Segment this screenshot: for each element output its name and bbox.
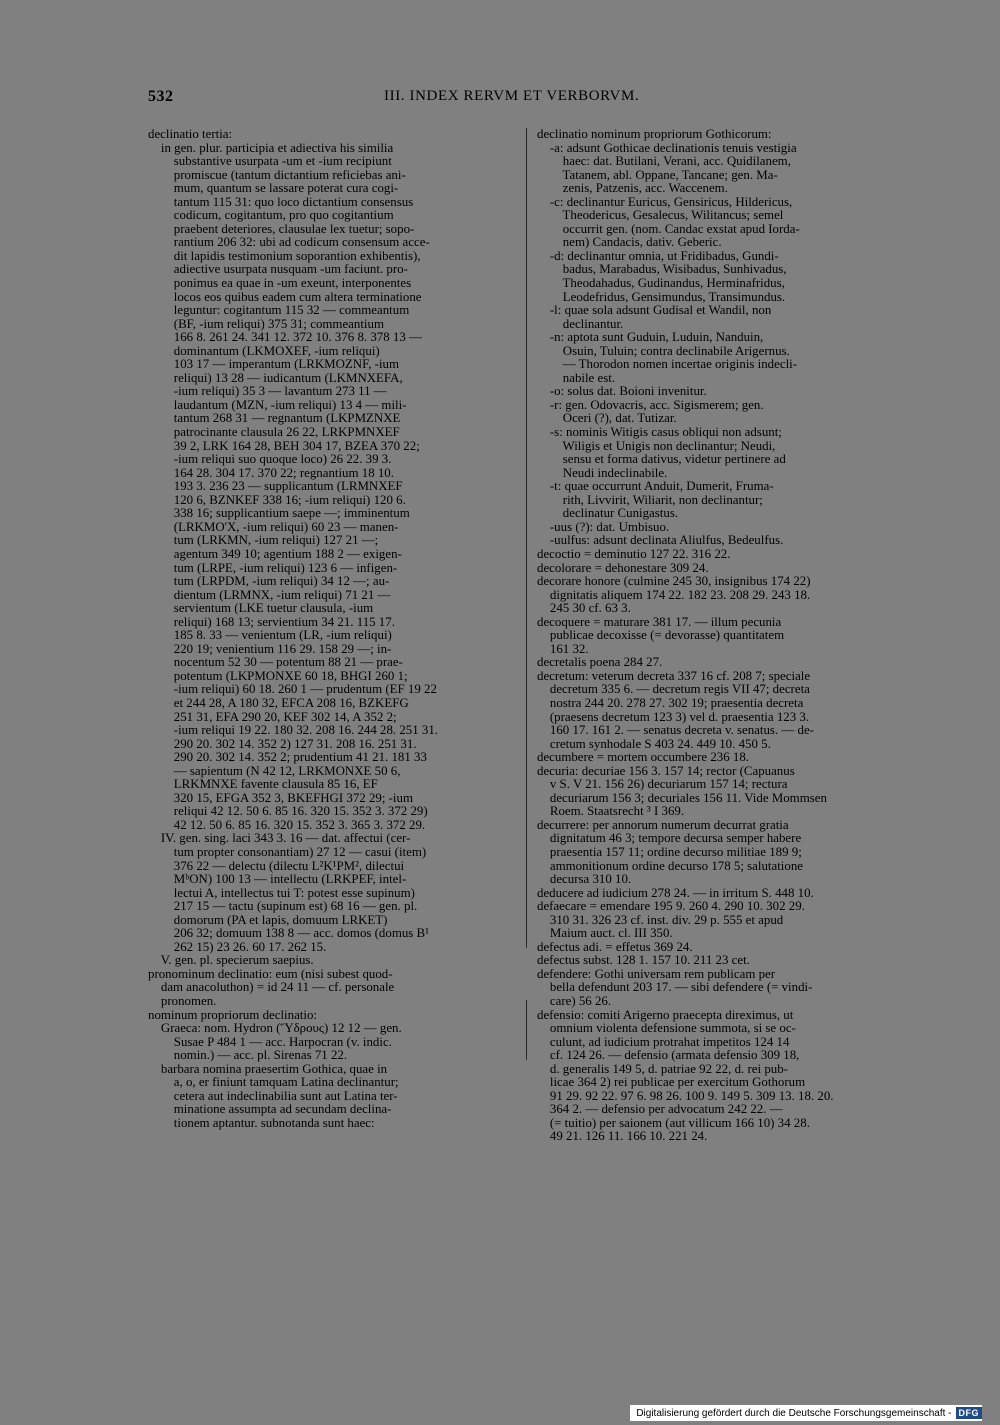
dfg-logo: DFG: [956, 1407, 983, 1419]
index-line: culunt, ad iudicium protrahat impetitos 124 14: [537, 1034, 790, 1049]
footer: [630, 1405, 982, 1421]
index-line: pronomen.: [148, 994, 217, 1008]
index-line: defensio: comiti Arigerno praecepta direximus, ut: [537, 1007, 794, 1022]
index-line: licae 364 2) rei publicae per exercitum Gothorum: [537, 1075, 806, 1090]
index-line: decretum: veterum decreta 337 16 cf. 208 7; speciale: [537, 668, 811, 683]
index-line: Tatanem, abl. Oppane, Tancane; gen. Ma-: [537, 167, 778, 182]
index-line: tum (LRPDM, -ium reliqui) 34 12 —; au-: [148, 574, 390, 589]
index-line: 160 17. 161 2. — senatus decreta v. senatus. — de-: [537, 723, 814, 738]
index-line: 120 6, BZNKEF 338 16; -ium reliqui) 120 6.: [148, 492, 406, 507]
index-line: 42 12. 50 6. 85 16. 320 15. 352 3. 365 3. 372 29.: [148, 817, 426, 832]
index-line: servientum (LKE tuetur clausula, -ium: [148, 601, 374, 616]
index-line: Leodefridus, Gensimundus, Transimundus.: [537, 289, 786, 304]
index-line: defectus adi. = effetus 369 24.: [537, 939, 693, 954]
index-line: — Thorodon nomen incertae originis indecli-: [537, 357, 798, 372]
index-line: laudantum (MZN, -ium reliqui) 13 4 — mili-: [148, 397, 407, 412]
index-line: decoquere = maturare 381 17. — illum pecunia: [537, 614, 782, 629]
index-line: deducere ad iudicium 278 24. — in irritum S. 448 10.: [537, 885, 814, 900]
index-line: tionem aptantur. subnotanda sunt haec:: [148, 1115, 375, 1130]
index-line: declinatur Cunigastus.: [537, 506, 679, 521]
index-line: cretum synhodale S 403 24. 449 10. 450 5.: [537, 736, 771, 751]
index-line: nomin.) — acc. pl. Sirenas 71 22.: [148, 1048, 348, 1063]
index-line: defendere: Gothi universam rem publicam per: [537, 966, 776, 981]
index-line: decuria: decuriae 156 3. 157 14; rector (Capuanus: [537, 763, 795, 778]
index-line: 39 2, LRK 164 28, BEH 304 17, BZEA 370 22;: [148, 438, 420, 453]
index-line: domorum (PA et lapis, domuum LRKET): [148, 912, 388, 927]
index-line: (= tuitio) per saionem (aut villicum 166 10) 34 28.: [537, 1115, 810, 1130]
index-line: barbara nomina praesertim Gothica, quae in: [148, 1061, 388, 1076]
column-divider-lower: [526, 1000, 527, 1060]
index-line: decretalis poena 284 27.: [537, 655, 663, 670]
index-line: potentum (LKPMONXE 60 18, BHGI 260 1;: [148, 668, 408, 683]
index-line: tantum 268 31 — regnantum (LKPMZNXE: [148, 411, 401, 426]
index-line: decoctio = deminutio 127 22. 316 22.: [537, 546, 731, 561]
right-column: [537, 128, 905, 1144]
index-line: tum propter consonantiam) 27 12 — casui (item): [148, 844, 427, 859]
index-line: dit lapidis testimonium soporantion exhibentis),: [148, 248, 421, 263]
page-header: [148, 88, 858, 110]
index-line: reliqui) 13 28 — iudicantum (LKMNXEFA,: [148, 370, 403, 385]
index-line: 185 8. 33 — venientum (LR, -ium reliqui): [148, 628, 392, 643]
index-line: lectui A, intellectus tui T: potest esse supinum): [148, 885, 415, 900]
index-line: dignitatis aliquem 174 22. 182 23. 208 29. 243 18.: [537, 587, 811, 602]
index-line: leguntur: cogitantum 115 32 — commeantum: [148, 303, 410, 318]
index-line: cetera aut indeclinabilia sunt aut Latina ter-: [148, 1088, 398, 1103]
index-line: promiscue (tantum dictantium reficiebas ani-: [148, 167, 406, 182]
index-line: rantium 206 32: ubi ad codicum consensum acce-: [148, 235, 430, 250]
index-line: -uus (?): dat. Umbisuo.: [537, 519, 670, 534]
index-line: zenis, Patzenis, acc. Waccenem.: [537, 181, 728, 196]
index-line: decurrere: per annorum numerum decurrat gratia: [537, 817, 789, 832]
index-line: 262 15) 23 26. 60 17. 262 15.: [148, 939, 327, 954]
index-line: v S. V 21. 156 26) decuriarum 157 14; rectura: [537, 777, 788, 792]
index-line: 251 31, EFA 290 20, KEF 302 14, A 352 2;: [148, 709, 397, 724]
index-line: nabile est.: [537, 370, 616, 385]
index-line: 103 17 — imperantum (LRKMOZNF, -ium: [148, 357, 400, 372]
index-line: care) 56 26.: [537, 994, 612, 1008]
index-line: tum (LRKMN, -ium reliqui) 127 21 —;: [148, 533, 379, 548]
index-line: Graeca: nom. Hydron (Ὕδρους) 12 12 — gen.: [148, 1021, 402, 1036]
index-line: -a: adsunt Gothicae declinationis tenuis vestigia: [537, 140, 797, 155]
index-line: -n: aptota sunt Guduin, Luduin, Nanduin,: [537, 330, 764, 345]
running-head: III. INDEX RERVM ET VERBORVM.: [384, 88, 640, 104]
index-line: 310 31. 326 23 cf. inst. div. 29 p. 555 et apud: [537, 912, 784, 927]
index-line: 91 29. 92 22. 97 6. 98 26. 100 9. 149 5. 309 13. 18. 20.: [537, 1088, 834, 1103]
index-line: 217 15 — tactu (supinum est) 68 16 — gen. pl.: [148, 899, 418, 914]
index-line: praesentia 157 11; ordine decurso militiae 189 9;: [537, 844, 802, 859]
index-line: 161 32.: [537, 641, 589, 656]
index-line: Wiligis et Unigis non declinantur; Neudi,: [537, 438, 776, 453]
index-line: (praesens decretum 123 3) vel d. praesentia 123 3.: [537, 709, 810, 724]
index-line: Roem. Staatsrecht ³ I 369.: [537, 804, 685, 819]
index-line: d. generalis 149 5, d. patriae 92 22, d. rei pub-: [537, 1061, 788, 1076]
index-line: decretum 335 6. — decretum regis VII 47; decreta: [537, 682, 810, 697]
index-line: Theodahadus, Gudinandus, Herminafridus,: [537, 276, 785, 291]
index-line: LRKMNXE favente clausula 85 16, EF: [148, 777, 378, 792]
index-line: et 244 28, A 180 32, EFCA 208 16, BZKEFG: [148, 695, 409, 710]
index-line: 338 16; supplicantium saepe —; imminentum: [148, 506, 410, 521]
index-line: 320 15, EFGA 352 3, BKEFHGI 372 29; -ium: [148, 790, 413, 805]
index-line: patrocinante clausula 26 22, LRKPMNXEF: [148, 425, 400, 440]
index-line: -l: quae sola adsunt Gudisal et Wandil, non: [537, 303, 772, 318]
index-line: tantum 115 31: quo loco dictantium consensus: [148, 194, 414, 209]
index-line: haec: dat. Butilani, Verani, acc. Quidilanem,: [537, 154, 791, 169]
index-line: (LRKMO'X, -ium reliqui) 60 23 — manen-: [148, 519, 399, 534]
index-line: decuriarum 156 3; decuriales 156 11. Vide Mommsen: [537, 790, 827, 805]
left-column: [148, 128, 518, 1130]
index-line: codicum, cogitantum, pro quo cogitantium: [148, 208, 394, 223]
index-line: defaecare = emendare 195 9. 260 4. 290 10. 302 29.: [537, 899, 805, 914]
index-line: praebent deteriores, clausulae lex tuetur; sopo-: [148, 221, 415, 236]
index-line: ponimus ea quae in -um exeunt, interponentes: [148, 276, 412, 291]
index-line: -o: solus dat. Boioni invenitur.: [537, 384, 707, 399]
index-line: — sapientum (N 42 12, LRKMONXE 50 6,: [148, 763, 401, 778]
index-line: 245 30 cf. 63 3.: [537, 601, 631, 616]
index-line: Maium auct. cl. III 350.: [537, 926, 673, 941]
index-line: -ium reliqui 19 22. 180 32. 208 16. 244 28. 251 31.: [148, 723, 439, 738]
index-line: bella defendunt 203 17. — sibi defendere (= vindi-: [537, 980, 813, 995]
index-line: nostra 244 20. 278 27. 302 19; praesentia decreta: [537, 695, 804, 710]
index-line: Oceri (?), dat. Tutizar.: [537, 411, 677, 426]
index-line: locos eos quibus eadem cum altera terminatione: [148, 289, 422, 304]
index-line: -c: declinantur Euricus, Gensiricus, Hildericus,: [537, 194, 793, 209]
index-line: -ium reliqui) 35 3 — lavantum 273 11 —: [148, 384, 387, 399]
index-line: omnium violenta defensione summota, si se oc-: [537, 1021, 796, 1036]
index-line: mum, quantum se lassare poterat cura cogi-: [148, 181, 399, 196]
index-line: cf. 124 26. — defensio (armata defensio 309 18,: [537, 1048, 800, 1063]
index-line: occurrit gen. (nom. Candac exstat apud Iorda-: [537, 221, 800, 236]
column-divider: [526, 128, 527, 948]
index-line: 193 3. 236 23 — supplicantum (LRMNXEF: [148, 479, 403, 494]
index-line: decorare honore (culmine 245 30, insignibus 174 22): [537, 574, 811, 589]
index-line: dominantum (LKMOXEF, -ium reliqui): [148, 343, 380, 358]
page-number: 532: [148, 88, 174, 105]
index-line: dignitatum 46 3; tempore decursa semper habere: [537, 831, 802, 846]
index-line: 166 8. 261 24. 341 12. 372 10. 376 8. 378 13 —: [148, 330, 422, 345]
index-line: reliqui 42 12. 50 6. 85 16. 320 15. 352 3. 372 29): [148, 804, 428, 819]
index-line: publicae decoxisse (= devorasse) quantitatem: [537, 628, 785, 643]
index-line: dientum (LRMNX, -ium reliqui) 71 21 —: [148, 587, 391, 602]
index-line: adiective usurpata nusquam -um faciunt. pro-: [148, 262, 408, 277]
index-line: 290 20. 302 14. 352 2; prudentium 41 21. 181 33: [148, 750, 427, 765]
index-line: substantive usurpata -um et -ium recipiunt: [148, 154, 392, 169]
index-line: declinatio nominum propriorum Gothicorum:: [537, 127, 772, 141]
index-line: MᵇON) 100 13 — intellectu (LRKPEF, intel-: [148, 872, 407, 887]
index-line: -s: nominis Witigis casus obliqui non adsunt;: [537, 425, 782, 440]
index-line: 206 32; domuum 138 8 — acc. domos (domus B¹: [148, 926, 430, 941]
index-line: (BF, -ium reliqui) 375 31; commeantium: [148, 316, 384, 331]
index-line: nem) Candacis, dativ. Geberic.: [537, 235, 722, 250]
index-line: ammonitionum ordine decurso 178 5; salutatione: [537, 858, 804, 873]
index-line: -uulfus: adsunt declinata Aliulfus, Bedeulfus.: [537, 533, 784, 548]
index-line: decumbere = mortem occumbere 236 18.: [537, 750, 750, 765]
index-line: 376 22 — delectu (dilectu L²K¹PM², dilectui: [148, 858, 405, 873]
index-line: Osuin, Tuluin; contra declinabile Arigernus.: [537, 343, 790, 358]
index-line: -d: declinantur omnia, ut Fridibadus, Gundi-: [537, 248, 779, 263]
index-line: -ium reliqui suo quoque loco) 26 22. 39 3.: [148, 452, 392, 467]
footer-text: Digitalisierung gefördert durch die Deutsche Forschungsgemeinschaft -: [636, 1407, 952, 1419]
index-line: IV. gen. sing. laci 343 3. 16 — dat. affectui (cer-: [148, 831, 411, 846]
index-line: decursa 310 10.: [537, 872, 632, 887]
index-line: tum (LRPE, -ium reliqui) 123 6 — infigen-: [148, 560, 398, 575]
index-line: dam anacoluthon) = id 24 11 — cf. personale: [148, 980, 395, 995]
index-line: 220 19; venientium 116 29. 158 29 —; in-: [148, 641, 392, 656]
index-line: -ium reliqui) 60 18. 260 1 — prudentum (EF 19 22: [148, 682, 437, 697]
index-line: decolorare = dehonestare 309 24.: [537, 560, 709, 575]
index-line: V. gen. pl. specierum saepius.: [148, 953, 314, 968]
index-line: Susae P 484 1 — acc. Harpocran (v. indic.: [148, 1034, 392, 1049]
index-line: defectus subst. 128 1. 157 10. 211 23 cet.: [537, 953, 750, 968]
index-line: a, o, er finiunt tamquam Latina declinantur;: [148, 1075, 399, 1090]
index-line: pronominum declinatio: eum (nisi subest quod-: [148, 966, 393, 981]
index-line: agentum 349 10; agentium 188 2 — exigen-: [148, 546, 402, 561]
index-line: declinantur.: [537, 316, 624, 331]
index-line: 290 20. 302 14. 352 2) 127 31. 208 16. 251 31.: [148, 736, 417, 751]
index-line: nocentum 52 30 — potentum 88 21 — prae-: [148, 655, 403, 670]
index-line: 364 2. — defensio per advocatum 242 22. —: [537, 1102, 783, 1117]
index-line: -t: quae occurrunt Anduit, Dumerit, Fruma-: [537, 479, 774, 494]
index-line: 49 21. 126 11. 166 10. 221 24.: [537, 1129, 708, 1144]
index-line: reliqui) 168 13; servientium 34 21. 115 17.: [148, 614, 395, 629]
index-line: nominum propriorum declinatio:: [148, 1007, 317, 1022]
index-line: badus, Marabadus, Wisibadus, Sunhivadus,: [537, 262, 787, 277]
index-line: rith, Livvirit, Wiliarit, non declinantur;: [537, 492, 763, 507]
index-line: Theodericus, Gesalecus, Wilitancus; semel: [537, 208, 784, 223]
index-line: minatione assumpta ad secundam declina-: [148, 1102, 392, 1117]
index-line: -r: gen. Odovacris, acc. Sigismerem; gen.: [537, 397, 764, 412]
index-line: Neudi indeclinabile.: [537, 465, 668, 480]
index-line: declinatio tertia:: [148, 127, 233, 141]
index-line: in gen. plur. participia et adiectiva his similia: [148, 140, 394, 155]
index-line: sensu et forma dativus, videtur pertinere ad: [537, 452, 786, 467]
index-line: 164 28. 304 17. 370 22; regnantium 18 10.: [148, 465, 394, 480]
